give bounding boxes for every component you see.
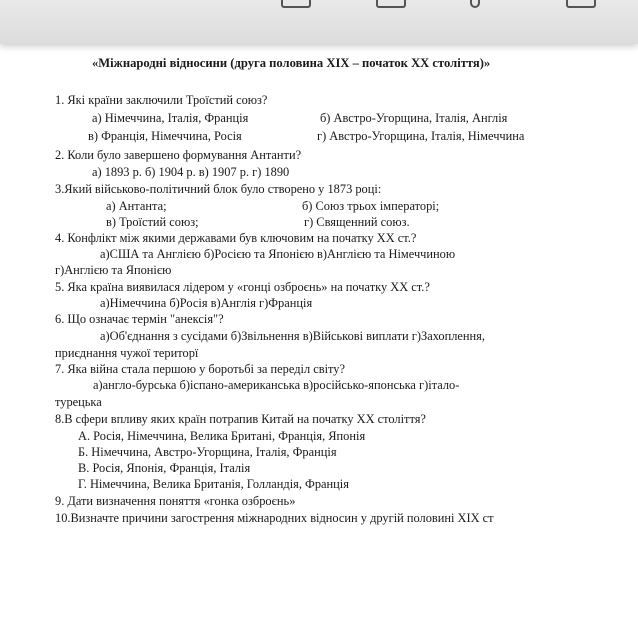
answer-option: В. Росія, Японія, Франція, Італія — [78, 461, 251, 475]
answer-option: А. Росія, Німеччина, Велика Британі, Франція, Японія — [78, 429, 366, 443]
answer-options-cont: г)Англією та Японією — [55, 263, 172, 277]
question-2: 2. Коли було завершено формування Антанти? — [55, 148, 302, 162]
toolbar-icon[interactable] — [376, 0, 406, 8]
question-9: 9. Дати визначення поняття «гонка озброєнь» — [55, 494, 296, 508]
answer-option: г) Австро-Угорщина, Італія, Німеччина — [317, 129, 525, 143]
answer-option: б) Союз трьох імператорі; — [302, 199, 440, 213]
question-8: 8.В сфери впливу яких країн потрапив Китай на початку ХХ століття? — [55, 412, 426, 426]
answer-options-cont: приєднання чужої територї — [55, 346, 199, 360]
question-5: 5. Яка країна виявилася лідером у «гонці озброєнь» на початку ХХ ст.? — [55, 280, 430, 294]
answer-option: г) Священний союз. — [304, 215, 410, 229]
toolbar-icon[interactable] — [281, 0, 311, 8]
answer-options: а)англо-бурська б)іспано-американська в)російсько-японська г)італо- — [93, 378, 460, 392]
answer-option: Г. Німеччина, Велика Британія, Голландія, Франція — [78, 477, 349, 491]
toolbar-icon[interactable] — [470, 0, 480, 8]
answer-options-cont: турецька — [55, 395, 102, 409]
answer-option: Б. Німеччина, Австро-Угорщина, Італія, Франція — [78, 445, 337, 459]
answer-option: б) Австро-Угорщина, Італія, Англія — [320, 111, 508, 125]
viewer-top-bar — [0, 0, 638, 44]
answer-option: а) Антанта; — [106, 199, 167, 213]
question-7: 7. Яка війна стала першою у боротьбі за переділ світу? — [55, 362, 345, 376]
document-page — [0, 44, 638, 618]
answer-options: а)США та Англією б)Росією та Японією в)Англією та Німеччиною — [100, 247, 456, 261]
answer-option: в) Троїстий союз; — [106, 215, 199, 229]
answer-option: а) Німеччина, Італія, Франція — [92, 111, 249, 125]
question-3: 3.Який військово-політичний блок було створено у 1873 році: — [55, 182, 382, 196]
answer-options: а) 1893 р. б) 1904 р. в) 1907 р. г) 1890 — [92, 165, 290, 179]
answer-options: а)Німеччина б)Росія в)Англія г)Франція — [100, 296, 313, 310]
question-4: 4. Конфлікт між якими державами був ключовим на початку ХХ ст.? — [55, 231, 417, 245]
answer-option: в) Франція, Німеччина, Росія — [88, 129, 242, 143]
toolbar-icon[interactable] — [566, 0, 596, 8]
answer-options: а)Об'єднання з сусідами б)Звільнення в)Військові виплати г)Захоплення, — [100, 329, 485, 343]
question-6: 6. Що означає термін "анексія"? — [55, 312, 224, 326]
question-1: 1. Які країни заключили Троїстий союз? — [55, 93, 268, 107]
question-10: 10.Визначте причини загострення міжнародних відносин у другій половині ХІХ ст — [55, 511, 494, 525]
document-title: «Міжнародні відносини (друга половина ХІХ – початок ХХ століття)» — [92, 56, 491, 70]
